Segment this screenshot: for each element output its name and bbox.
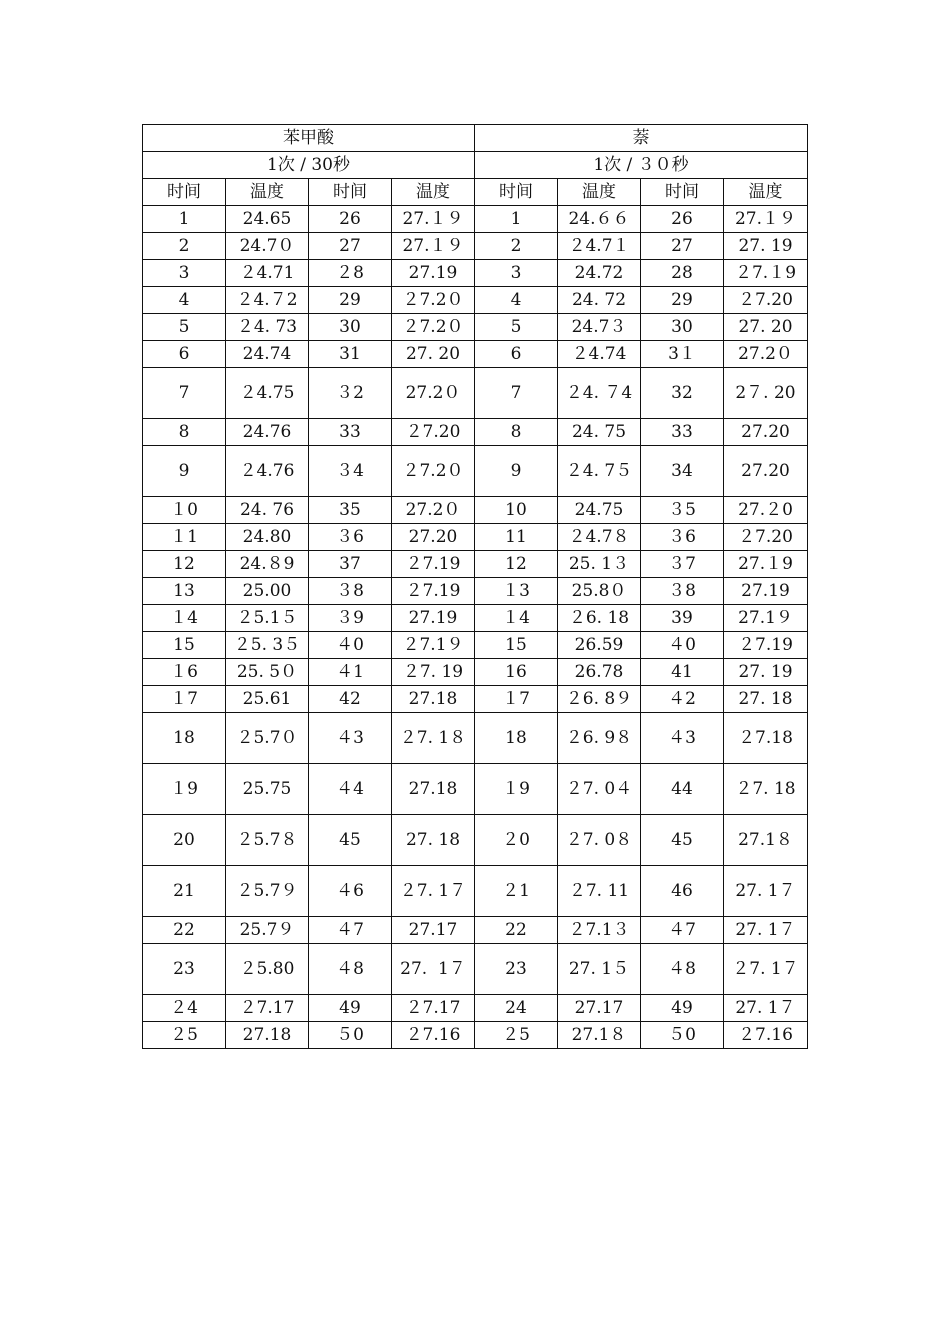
time-cell: 24 bbox=[475, 995, 558, 1022]
time-cell: 39 bbox=[641, 605, 724, 632]
time-cell: 49 bbox=[641, 995, 724, 1022]
table-row bbox=[143, 764, 808, 815]
table-row bbox=[143, 419, 808, 446]
temperature-cell: ２7.19 bbox=[724, 632, 808, 659]
temperature-cell: 27. 1７ bbox=[724, 917, 808, 944]
time-cell: １7 bbox=[143, 686, 226, 713]
group-title-naphthalene: 萘 bbox=[475, 125, 808, 152]
temperature-cell: 27.１9 bbox=[724, 551, 808, 578]
time-cell: 15 bbox=[143, 632, 226, 659]
temperature-cell: ２4.74 bbox=[558, 341, 641, 368]
table-row bbox=[143, 341, 808, 368]
temperature-cell: ２7. 1８ bbox=[392, 713, 475, 764]
temperature-cell: ２7.2０ bbox=[392, 287, 475, 314]
temperature-cell: 27.１９ bbox=[724, 206, 808, 233]
time-cell: 41 bbox=[641, 659, 724, 686]
temperature-cell: ２4. 7５ bbox=[558, 446, 641, 497]
time-cell: ４7 bbox=[641, 917, 724, 944]
temperature-cell: 25.8０ bbox=[558, 578, 641, 605]
column-header: 时间 bbox=[641, 179, 724, 206]
time-cell: １0 bbox=[143, 497, 226, 524]
temperature-cell: ２4.7８ bbox=[558, 524, 641, 551]
table-row bbox=[143, 446, 808, 497]
time-cell: 16 bbox=[475, 659, 558, 686]
temperature-cell: 27. 1５ bbox=[558, 944, 641, 995]
time-cell: 5 bbox=[143, 314, 226, 341]
time-cell: ３8 bbox=[309, 578, 392, 605]
time-cell: 45 bbox=[641, 815, 724, 866]
time-cell: 7 bbox=[143, 368, 226, 419]
time-cell: 45 bbox=[309, 815, 392, 866]
time-cell: ４3 bbox=[309, 713, 392, 764]
temperature-cell: ２7. 0４ bbox=[558, 764, 641, 815]
table-row bbox=[143, 1022, 808, 1049]
time-cell: 12 bbox=[143, 551, 226, 578]
temperature-cell: 24.65 bbox=[226, 206, 309, 233]
temperature-cell: 27.1８ bbox=[558, 1022, 641, 1049]
temperature-cell: 27.19 bbox=[724, 578, 808, 605]
time-cell: 27 bbox=[309, 233, 392, 260]
time-cell: １1 bbox=[143, 524, 226, 551]
time-cell: 13 bbox=[143, 578, 226, 605]
time-cell: 8 bbox=[475, 419, 558, 446]
time-cell: ２8 bbox=[309, 260, 392, 287]
time-cell: 26 bbox=[641, 206, 724, 233]
table-row bbox=[143, 578, 808, 605]
time-cell: 22 bbox=[475, 917, 558, 944]
time-cell: 2 bbox=[475, 233, 558, 260]
temperature-cell: ２7. 1７ bbox=[724, 944, 808, 995]
temperature-cell: 27. 20 bbox=[724, 314, 808, 341]
time-cell: 7 bbox=[475, 368, 558, 419]
temperature-cell: 27.17 bbox=[392, 917, 475, 944]
time-cell: 1 bbox=[475, 206, 558, 233]
time-cell: ３6 bbox=[309, 524, 392, 551]
time-cell: ２4 bbox=[143, 995, 226, 1022]
temperature-cell: 24. 75 bbox=[558, 419, 641, 446]
table-row bbox=[143, 605, 808, 632]
time-cell: ４0 bbox=[309, 632, 392, 659]
time-cell: 18 bbox=[475, 713, 558, 764]
column-header: 时间 bbox=[475, 179, 558, 206]
time-cell: 27 bbox=[641, 233, 724, 260]
group-title-benzoic-acid: 苯甲酸 bbox=[143, 125, 475, 152]
time-cell: １9 bbox=[143, 764, 226, 815]
time-cell: 1 bbox=[143, 206, 226, 233]
temperature-cell: 25.7９ bbox=[226, 917, 309, 944]
time-cell: 46 bbox=[641, 866, 724, 917]
temperature-cell: ２5.7８ bbox=[226, 815, 309, 866]
time-cell: 6 bbox=[143, 341, 226, 368]
time-cell: 11 bbox=[475, 524, 558, 551]
temperature-cell: ２7.19 bbox=[392, 578, 475, 605]
time-cell: 3１ bbox=[641, 341, 724, 368]
temperature-cell: 27.20 bbox=[724, 419, 808, 446]
temperature-cell: 25. 1３ bbox=[558, 551, 641, 578]
column-header: 温度 bbox=[724, 179, 808, 206]
temperature-cell: ２7.2０ bbox=[392, 314, 475, 341]
table-row bbox=[143, 233, 808, 260]
temperature-cell: ２5.7０ bbox=[226, 713, 309, 764]
temperature-cell: 2７. 20 bbox=[724, 368, 808, 419]
table-row bbox=[143, 944, 808, 995]
time-cell: 49 bbox=[309, 995, 392, 1022]
temperature-cell: 24. 76 bbox=[226, 497, 309, 524]
time-cell: 23 bbox=[475, 944, 558, 995]
temperature-cell: 27.２0 bbox=[724, 497, 808, 524]
time-cell: １3 bbox=[475, 578, 558, 605]
temperature-cell: 27.１９ bbox=[392, 206, 475, 233]
temperature-cell: ２7. 18 bbox=[724, 764, 808, 815]
time-cell: 20 bbox=[143, 815, 226, 866]
time-cell: 28 bbox=[641, 260, 724, 287]
time-cell: 30 bbox=[309, 314, 392, 341]
time-cell: 5 bbox=[475, 314, 558, 341]
temperature-cell: 26.59 bbox=[558, 632, 641, 659]
table-row bbox=[143, 815, 808, 866]
temperature-cell: ２4.７2 bbox=[226, 287, 309, 314]
time-cell: 32 bbox=[641, 368, 724, 419]
table-row bbox=[143, 260, 808, 287]
temperature-cell: ２7.17 bbox=[226, 995, 309, 1022]
time-cell: 31 bbox=[309, 341, 392, 368]
time-cell: ４1 bbox=[309, 659, 392, 686]
time-cell: 30 bbox=[641, 314, 724, 341]
table-row bbox=[143, 866, 808, 917]
table-row bbox=[143, 995, 808, 1022]
table-row bbox=[143, 917, 808, 944]
time-cell: ３2 bbox=[309, 368, 392, 419]
temperature-cell: ２7. 1７ bbox=[392, 866, 475, 917]
time-cell: 6 bbox=[475, 341, 558, 368]
time-cell: 22 bbox=[143, 917, 226, 944]
temperature-cell: 25. 5０ bbox=[226, 659, 309, 686]
temperature-cell: ２7.20 bbox=[724, 524, 808, 551]
temperature-cell: 24. 72 bbox=[558, 287, 641, 314]
temperature-cell: ２7.17 bbox=[392, 995, 475, 1022]
temperature-cell: ２5.80 bbox=[226, 944, 309, 995]
temperature-cell: ２7.1９ bbox=[392, 632, 475, 659]
temperature-cell: ２7.18 bbox=[724, 713, 808, 764]
time-cell: １9 bbox=[475, 764, 558, 815]
time-cell: ４0 bbox=[641, 632, 724, 659]
sampling-rate-naphthalene: 1次 / ３０秒 bbox=[475, 152, 808, 179]
temperature-cell: ２7. 11 bbox=[558, 866, 641, 917]
table-row bbox=[143, 632, 808, 659]
temperature-cell: 24.75 bbox=[558, 497, 641, 524]
temperature-data-table bbox=[142, 124, 808, 1049]
table-row bbox=[143, 368, 808, 419]
temperature-cell: 27.20 bbox=[392, 524, 475, 551]
temperature-cell: 24.６６ bbox=[558, 206, 641, 233]
time-cell: 3 bbox=[143, 260, 226, 287]
table-row bbox=[143, 314, 808, 341]
time-cell: 10 bbox=[475, 497, 558, 524]
time-cell: ４3 bbox=[641, 713, 724, 764]
temperature-cell: 24.76 bbox=[226, 419, 309, 446]
time-cell: １7 bbox=[475, 686, 558, 713]
temperature-cell: 27.１９ bbox=[392, 233, 475, 260]
temperature-cell: 24.80 bbox=[226, 524, 309, 551]
temperature-cell: 27.19 bbox=[392, 605, 475, 632]
temperature-cell: 25.61 bbox=[226, 686, 309, 713]
column-header: 温度 bbox=[226, 179, 309, 206]
temperature-cell: 24.８9 bbox=[226, 551, 309, 578]
time-cell: １6 bbox=[143, 659, 226, 686]
column-header: 时间 bbox=[309, 179, 392, 206]
temperature-cell: ２7.１9 bbox=[724, 260, 808, 287]
time-cell: 44 bbox=[641, 764, 724, 815]
time-cell: 8 bbox=[143, 419, 226, 446]
time-cell: ４8 bbox=[309, 944, 392, 995]
time-cell: ５0 bbox=[309, 1022, 392, 1049]
temperature-cell: 27. 20 bbox=[392, 341, 475, 368]
sampling-rate-row bbox=[143, 152, 808, 179]
temperature-cell: ２7.1３ bbox=[558, 917, 641, 944]
temperature-cell: ２4. ７4 bbox=[558, 368, 641, 419]
temperature-cell: 27. 1７ bbox=[724, 866, 808, 917]
time-cell: ３5 bbox=[641, 497, 724, 524]
time-cell: 18 bbox=[143, 713, 226, 764]
temperature-cell: 27.17 bbox=[558, 995, 641, 1022]
time-cell: ３6 bbox=[641, 524, 724, 551]
column-header: 温度 bbox=[392, 179, 475, 206]
temperature-cell: ２4.76 bbox=[226, 446, 309, 497]
temperature-cell: 26.78 bbox=[558, 659, 641, 686]
time-cell: 29 bbox=[309, 287, 392, 314]
time-cell: ４2 bbox=[641, 686, 724, 713]
table-row bbox=[143, 524, 808, 551]
temperature-cell: ２5.7９ bbox=[226, 866, 309, 917]
column-header: 温度 bbox=[558, 179, 641, 206]
time-cell: 9 bbox=[143, 446, 226, 497]
temperature-cell: 27.2０ bbox=[724, 341, 808, 368]
temperature-cell: 27. 1７ bbox=[724, 995, 808, 1022]
temperature-cell: 27.18 bbox=[392, 764, 475, 815]
temperature-cell: 27. 18 bbox=[392, 815, 475, 866]
temperature-cell: 27.2０ bbox=[392, 368, 475, 419]
time-cell: 37 bbox=[309, 551, 392, 578]
time-cell: ４6 bbox=[309, 866, 392, 917]
time-cell: ５0 bbox=[641, 1022, 724, 1049]
time-cell: 29 bbox=[641, 287, 724, 314]
temperature-cell: ２5. 3５ bbox=[226, 632, 309, 659]
time-cell: 42 bbox=[309, 686, 392, 713]
temperature-cell: 27. 19 bbox=[724, 233, 808, 260]
time-cell: ２0 bbox=[475, 815, 558, 866]
temperature-cell: 27.20 bbox=[724, 446, 808, 497]
temperature-cell: 25.75 bbox=[226, 764, 309, 815]
time-cell: １4 bbox=[475, 605, 558, 632]
time-cell: 23 bbox=[143, 944, 226, 995]
time-cell: 2 bbox=[143, 233, 226, 260]
temperature-cell: ２4.7１ bbox=[558, 233, 641, 260]
temperature-cell: ２7.20 bbox=[392, 419, 475, 446]
temperature-cell: 24.7３ bbox=[558, 314, 641, 341]
temperature-cell: 24.74 bbox=[226, 341, 309, 368]
time-cell: ４8 bbox=[641, 944, 724, 995]
table-row bbox=[143, 497, 808, 524]
temperature-cell: ２5.1５ bbox=[226, 605, 309, 632]
temperature-cell: 27. 19 bbox=[724, 659, 808, 686]
table-row bbox=[143, 659, 808, 686]
temperature-cell: ２7.16 bbox=[724, 1022, 808, 1049]
time-cell: ２5 bbox=[143, 1022, 226, 1049]
table-row bbox=[143, 713, 808, 764]
temperature-cell: ２7.2０ bbox=[392, 446, 475, 497]
time-cell: ３8 bbox=[641, 578, 724, 605]
time-cell: １4 bbox=[143, 605, 226, 632]
temperature-cell: ２7.16 bbox=[392, 1022, 475, 1049]
temperature-cell: 27.2０ bbox=[392, 497, 475, 524]
temperature-cell: ２7.20 bbox=[724, 287, 808, 314]
sampling-rate-benzoic-acid: 1次 / 30秒 bbox=[143, 152, 475, 179]
temperature-cell: ２7. 19 bbox=[392, 659, 475, 686]
table-row bbox=[143, 686, 808, 713]
temperature-cell: ２6. 8９ bbox=[558, 686, 641, 713]
temperature-cell: ２4. 73 bbox=[226, 314, 309, 341]
temperature-cell: ２4.71 bbox=[226, 260, 309, 287]
time-cell: ２5 bbox=[475, 1022, 558, 1049]
time-cell: ４4 bbox=[309, 764, 392, 815]
time-cell: 15 bbox=[475, 632, 558, 659]
temperature-cell: ２4.75 bbox=[226, 368, 309, 419]
temperature-cell: 27.18 bbox=[392, 686, 475, 713]
temperature-cell: ２7. 0８ bbox=[558, 815, 641, 866]
time-cell: ４7 bbox=[309, 917, 392, 944]
time-cell: 9 bbox=[475, 446, 558, 497]
time-cell: ３4 bbox=[309, 446, 392, 497]
time-cell: ２1 bbox=[475, 866, 558, 917]
temperature-cell: 27. 1７ bbox=[392, 944, 475, 995]
time-cell: 35 bbox=[309, 497, 392, 524]
temperature-cell: 24.72 bbox=[558, 260, 641, 287]
time-cell: 3 bbox=[475, 260, 558, 287]
group-name-row bbox=[143, 125, 808, 152]
time-cell: 21 bbox=[143, 866, 226, 917]
time-cell: 12 bbox=[475, 551, 558, 578]
temperature-cell: 27.18 bbox=[226, 1022, 309, 1049]
column-header-row bbox=[143, 179, 808, 206]
temperature-cell: 27.1９ bbox=[724, 605, 808, 632]
time-cell: ３9 bbox=[309, 605, 392, 632]
temperature-cell: 27.1８ bbox=[724, 815, 808, 866]
time-cell: ３7 bbox=[641, 551, 724, 578]
temperature-cell: ２6. 18 bbox=[558, 605, 641, 632]
temperature-cell: 25.00 bbox=[226, 578, 309, 605]
time-cell: 33 bbox=[641, 419, 724, 446]
time-cell: 33 bbox=[309, 419, 392, 446]
temperature-cell: 24.7０ bbox=[226, 233, 309, 260]
column-header: 时间 bbox=[143, 179, 226, 206]
table-row bbox=[143, 551, 808, 578]
time-cell: 4 bbox=[475, 287, 558, 314]
temperature-cell: 27.19 bbox=[392, 260, 475, 287]
temperature-cell: ２6. 9８ bbox=[558, 713, 641, 764]
time-cell: 34 bbox=[641, 446, 724, 497]
time-cell: 26 bbox=[309, 206, 392, 233]
time-cell: 4 bbox=[143, 287, 226, 314]
temperature-cell: ２7.19 bbox=[392, 551, 475, 578]
temperature-cell: 27. 18 bbox=[724, 686, 808, 713]
table-row bbox=[143, 287, 808, 314]
table-row bbox=[143, 206, 808, 233]
